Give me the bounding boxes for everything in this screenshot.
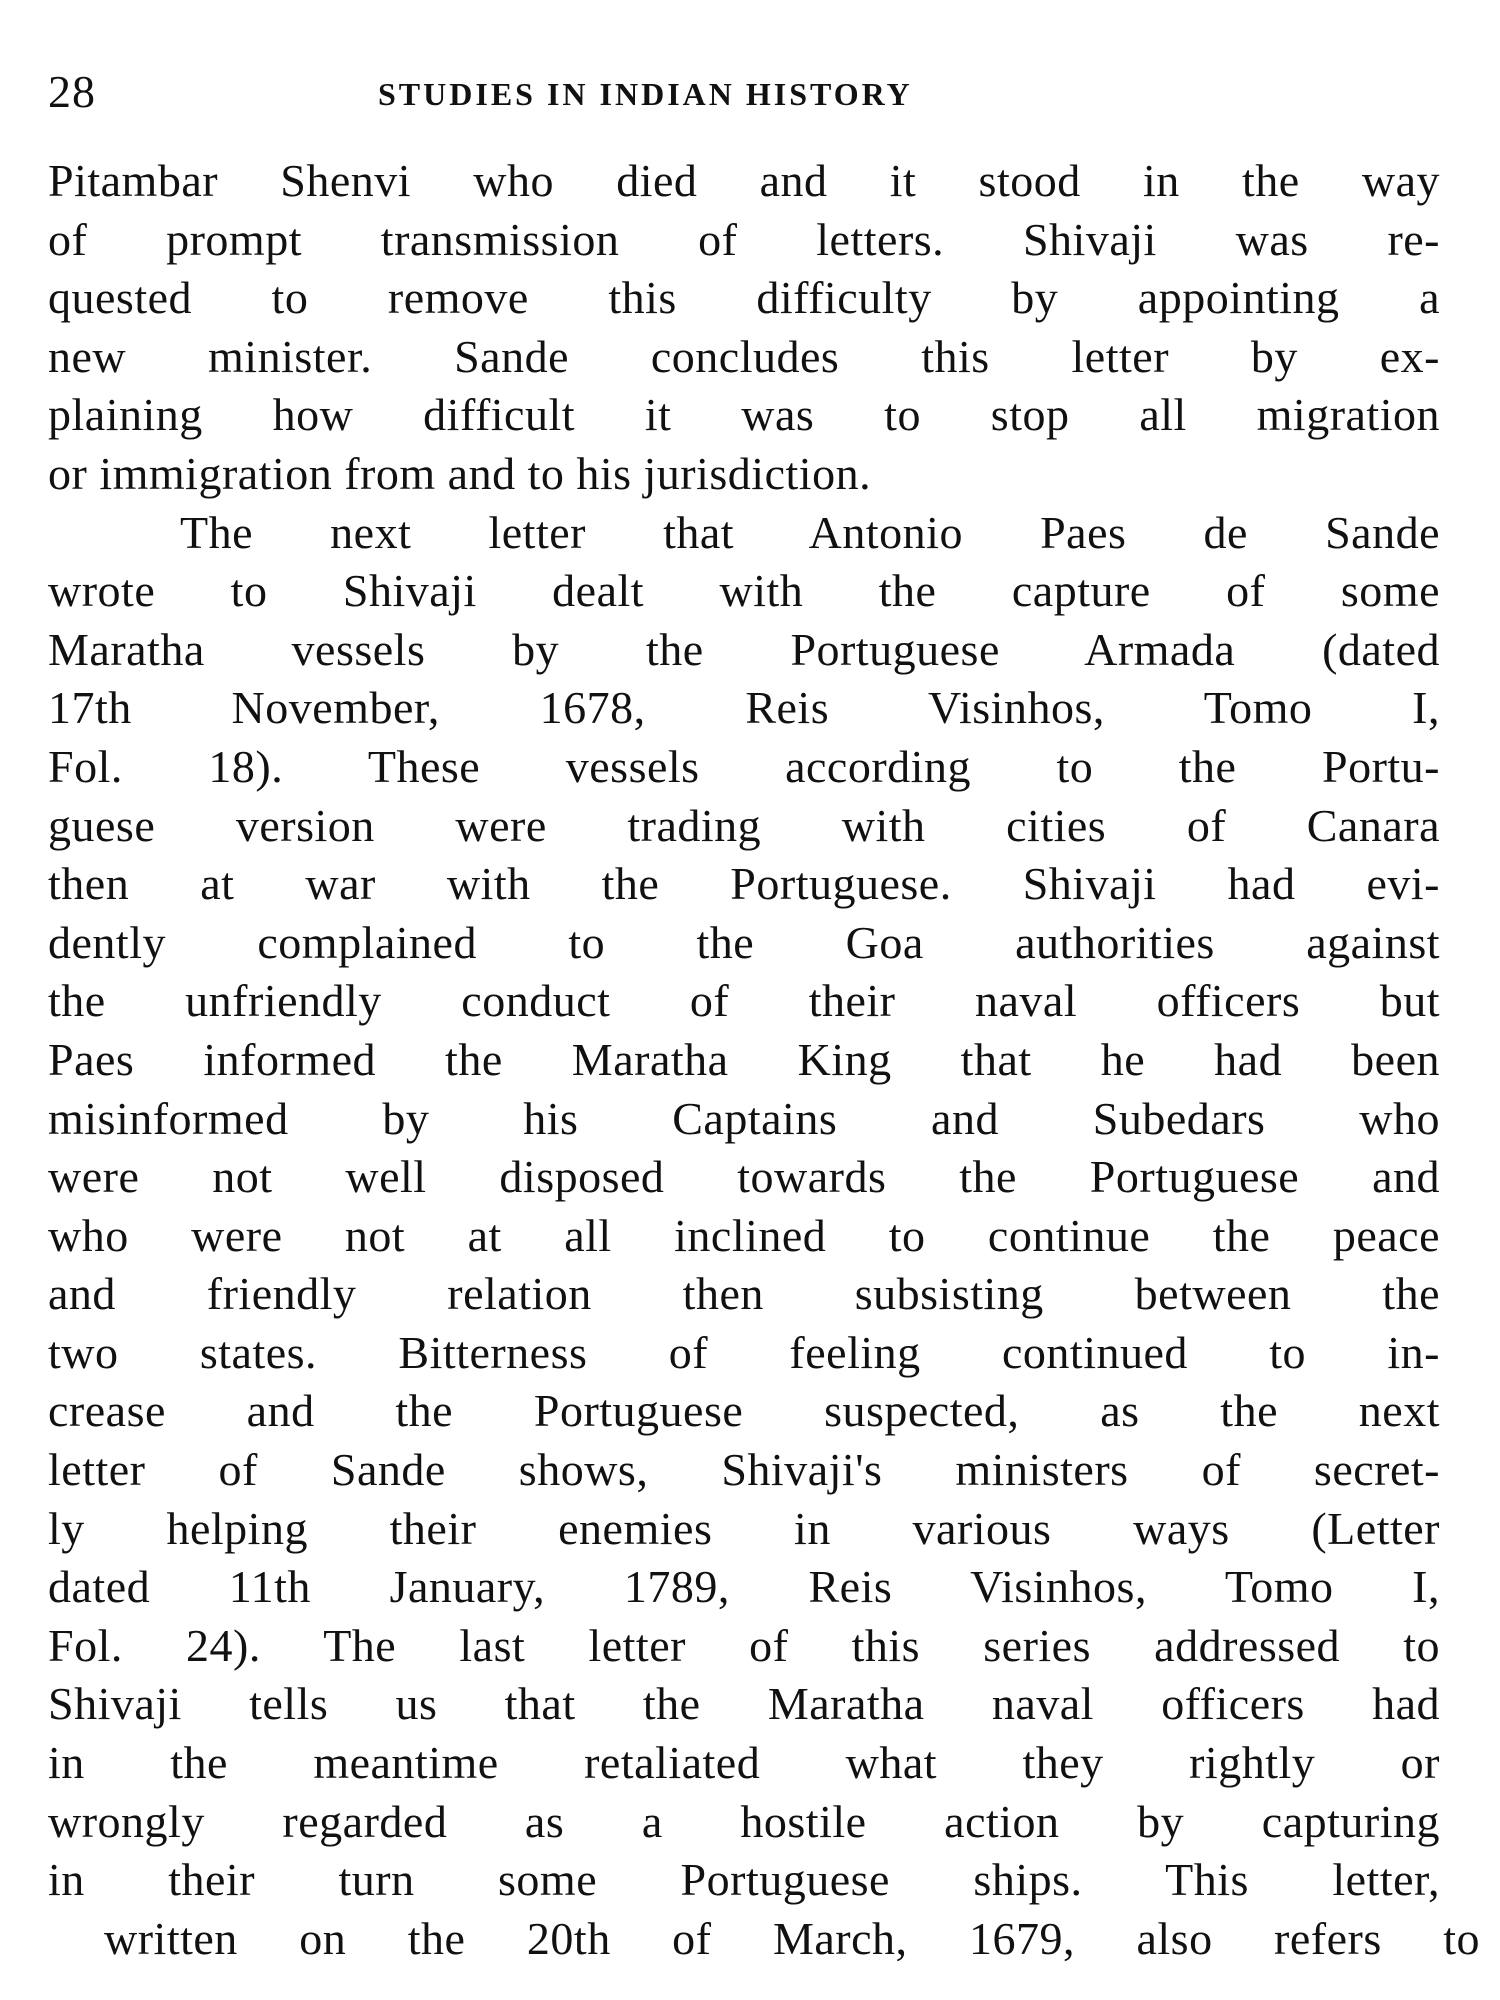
text-line: wrongly regarded as a hostile action by capturing xyxy=(48,1795,1440,1847)
text-line: plaining how difficult it was to stop all migration xyxy=(48,389,1440,441)
text-line: Pitambar Shenvi who died and it stood in the way xyxy=(48,155,1440,206)
text-line: wrote to Shivaji dealt with the capture of some xyxy=(48,565,1440,617)
paragraph-first-line: The next letter that Antonio Paes de Sande xyxy=(180,506,1440,558)
text-line: crease and the Portuguese suspected, as the next xyxy=(48,1385,1440,1437)
text-line: quested to remove this difficulty by appointing a xyxy=(48,272,1440,324)
page-header xyxy=(48,62,1448,122)
body-text xyxy=(48,152,1480,1968)
text-line: Shivaji tells us that the Maratha naval officers had xyxy=(48,1678,1440,1730)
text-line: Fol. 18). These vessels according to the Portu- xyxy=(48,740,1440,792)
text-line: who were not at all inclined to continue the peace xyxy=(48,1209,1440,1261)
page-number: 28 xyxy=(48,66,96,117)
text-line: were not well disposed towards the Portuguese and xyxy=(48,1151,1440,1203)
text-line: guese version were trading with cities of Canara xyxy=(48,799,1440,851)
text-line: dated 11th January, 1789, Reis Visinhos, Tomo I, xyxy=(48,1561,1440,1613)
text-line: Fol. 24). The last letter of this series addressed to xyxy=(48,1619,1440,1671)
text-line: in the meantime retaliated what they rightly or xyxy=(48,1737,1440,1789)
text-line: letter of Sande shows, Shivaji's ministers of secret- xyxy=(48,1444,1440,1496)
text-line: new minister. Sande concludes this letter by ex- xyxy=(48,330,1440,382)
text-line: ly helping their enemies in various ways (Letter xyxy=(48,1502,1440,1554)
text-line: written on the 20th of March, 1679, also refers to xyxy=(104,1912,1480,1964)
text-line: misinformed by his Captains and Subedars who xyxy=(48,1092,1440,1144)
text-line: or immigration from and to his jurisdiction. xyxy=(48,447,872,499)
text-line: the unfriendly conduct of their naval officers but xyxy=(48,975,1440,1027)
text-line: and friendly relation then subsisting between the xyxy=(48,1268,1440,1320)
text-line: Maratha vessels by the Portuguese Armada (dated xyxy=(48,623,1440,675)
text-line: dently complained to the Goa authorities against xyxy=(48,916,1440,968)
text-line: of prompt transmission of letters. Shivaji was re- xyxy=(48,213,1440,265)
text-line: two states. Bitterness of feeling continued to in- xyxy=(48,1326,1440,1378)
text-line: Paes informed the Maratha King that he had been xyxy=(48,1033,1440,1085)
text-line: in their turn some Portuguese ships. This letter, xyxy=(48,1854,1440,1906)
text-line: 17th November, 1678, Reis Visinhos, Tomo I, xyxy=(48,682,1440,734)
text-line: then at war with the Portuguese. Shivaji had evi- xyxy=(48,858,1440,910)
running-head: STUDIES IN INDIAN HISTORY xyxy=(378,76,913,112)
